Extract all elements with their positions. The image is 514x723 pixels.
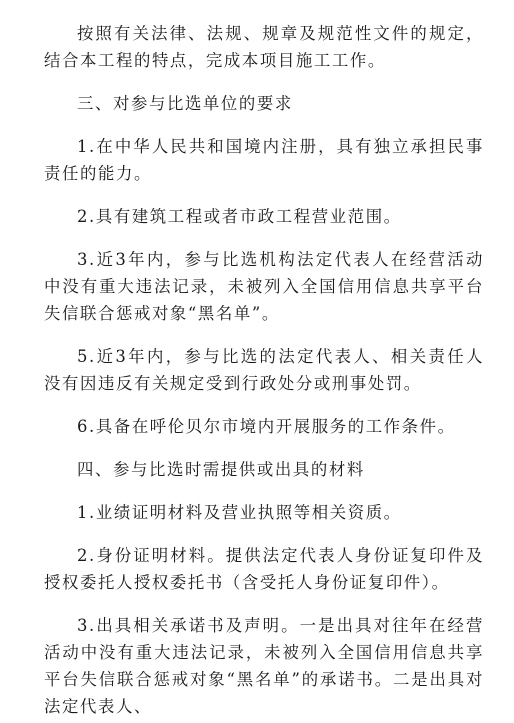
requirement-6: 6.具备在呼伦贝尔市境内开展服务的工作条件。 (77, 417, 456, 436)
requirement-3: 3.近3年内，参与比选机构法定代表人在经营活动中没有重大违法记录，未被列入全国信用信息共享平台失信联合惩戒对象“黑名单”。 (44, 250, 484, 323)
material-3: 3.出具相关承诺书及声明。一是出具对往年在经营活动中没有重大违法记录，未被列入全国信用信息共享平台失信联合惩戒对象“黑名单”的承诺书。二是出具对法定代表人、 (44, 616, 484, 716)
requirement-2: 2.具有建筑工程或者市政工程营业范围。 (77, 207, 402, 226)
paragraph-intro: 按照有关法律、法规、规章及规范性文件的规定，结合本工程的特点，完成本项目施工工作。 (44, 24, 484, 70)
material-2: 2.身份证明材料。提供法定代表人身份证复印件及授权委托人授权委托书（含受托人身份证复印件）。 (44, 546, 484, 592)
section-heading-4: 四、参与比选时需提供或出具的材料 (77, 460, 365, 479)
requirement-1: 1.在中华人民共和国境内注册，具有独立承担民事责任的能力。 (44, 137, 484, 183)
material-1: 1.业绩证明材料及营业执照等相关资质。 (77, 503, 402, 522)
requirement-5: 5.近3年内，参与比选的法定代表人、相关责任人没有因违反有关规定受到行政处分或刑事处罚。 (44, 347, 484, 393)
section-heading-3: 三、对参与比选单位的要求 (77, 94, 293, 113)
